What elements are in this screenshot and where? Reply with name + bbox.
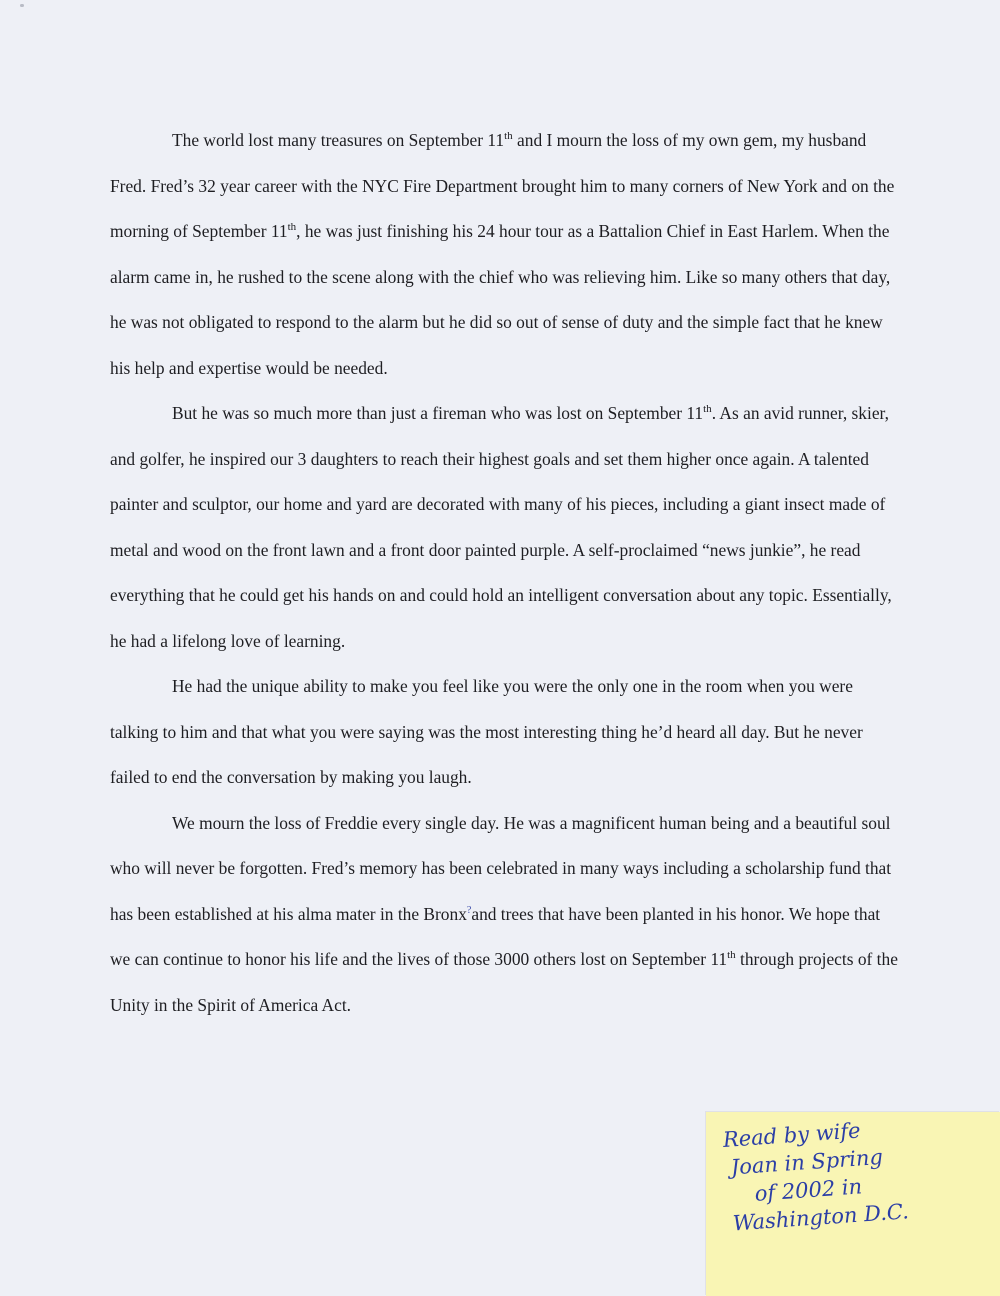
paragraph-text: and I mourn the loss of my own gem, my husband Fred. Fred’s 32 year career with the NYC Fire Department brought him to many corners of New York and on the morning of September 11	[110, 130, 895, 241]
handwritten-line: Washington D.C.	[731, 1199, 910, 1236]
superscript-th: th	[703, 403, 712, 416]
superscript-th: th	[727, 949, 736, 962]
paragraph-text: through projects of the Unity in the Spirit of America Act.	[110, 949, 898, 1015]
superscript-th: th	[287, 221, 297, 234]
paragraph-text: . As an avid runner, skier, and golfer, he inspired our 3 daughters to reach their highest goals and set them higher once again. A talented painter and sculptor, our home and yard are decorated with many of his pieces, including a giant insect made of metal and wood on the front lawn and a front door painted purple. A self-proclaimed “news junkie”, he read everything that he could get his hands on and could hold an intelligent conversation about any topic. Essentially, he had a lifelong love of learning.	[110, 403, 892, 651]
handwritten-line: Joan in Spring	[730, 1144, 884, 1180]
paragraph-text: and trees that have been planted in his honor. We hope that we can continue to honor his life and the lives of those 3000 others lost on September 11	[110, 903, 881, 969]
paragraph-text: But he was so much more than just a fireman who was lost on September 11	[172, 403, 704, 423]
handwritten-annotation	[722, 1107, 999, 1238]
paragraph-text: We mourn the loss of Freddie every single day. He was a magnificent human being and a beautiful soul who will never be forgotten. Fred’s memory has been celebrated in many ways including a scholarship fund that has been established at his alma mater in the Bronx	[110, 812, 892, 924]
paragraph-text: The world lost many treasures on September 11	[172, 130, 505, 150]
paragraph-3	[110, 664, 900, 801]
superscript-th: th	[504, 130, 513, 143]
scan-mark	[20, 4, 24, 7]
paragraph-text: , he was just finishing his 24 hour tour as a Battalion Chief in East Harlem. When the alarm came in, he rushed to the scene along with the chief who was relieving him. Like so many others that day, he was not obligated to respond to the alarm but he did so out of sense of duty and the simple fact that he knew his help and expertise would be needed.	[110, 221, 891, 378]
paragraph-1	[110, 118, 900, 391]
document-body	[110, 118, 900, 1028]
handwritten-line: of 2002 in	[753, 1174, 863, 1206]
handwritten-line: Read by wife	[722, 1118, 862, 1152]
paragraph-2	[110, 391, 900, 664]
handwritten-mark: ?	[466, 904, 472, 916]
paragraph-text: He had the unique ability to make you feel like you were the only one in the room when you were talking to him and that what you were saying was the most interesting thing he’d heard all day. But he never failed to end the conversation by making you laugh.	[110, 676, 863, 787]
sticky-note	[706, 1112, 1000, 1296]
paragraph-4	[110, 801, 900, 1029]
